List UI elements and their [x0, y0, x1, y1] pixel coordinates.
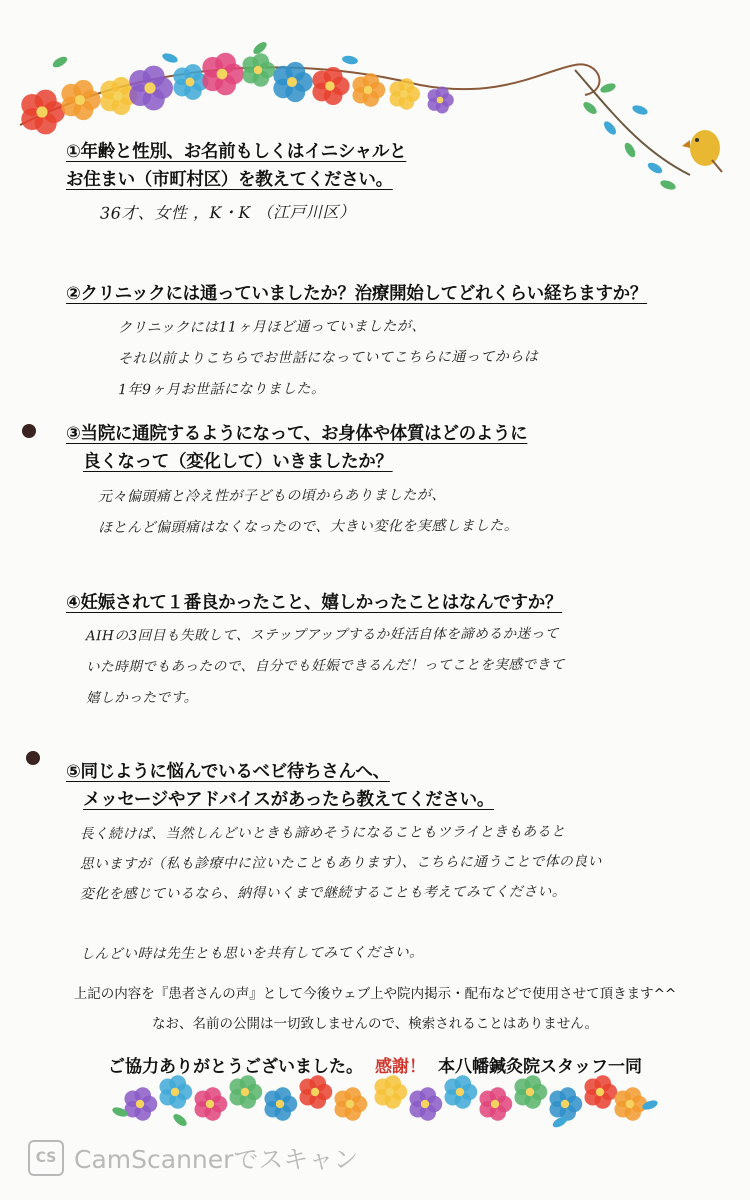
answer-1-line-1: 36才、女性 ，K・K （江戸川区）: [99, 202, 356, 223]
question-2-line-1: ②クリニックには通っていましたか？治療開始してどれくらい経ちますか？: [66, 284, 648, 304]
question-3: [66, 420, 527, 476]
leaf-icon: [171, 1112, 188, 1128]
answer-5-line-2: 思いますが（私も診療中に泣いたこともあります）、こちらに通うことで体の良い: [79, 853, 602, 873]
camscanner-watermark: [28, 1140, 358, 1176]
flower-icon: [584, 1075, 617, 1109]
camscanner-logo-icon: CS: [28, 1140, 64, 1176]
flower-icon: [194, 1087, 227, 1121]
usage-notice-line-1: 上記の内容を『患者さんの声』として今後ウェブ上や院内掲示・配布などで使用させて頂きます^^: [73, 986, 677, 1002]
question-4-line-1: ④妊娠されて１番良かったこと、嬉しかったことはなんですか？: [66, 593, 563, 613]
question-5: [66, 758, 494, 814]
answer-5: [80, 817, 603, 970]
question-1: [66, 138, 406, 194]
question-1-line-2: お住まい（市町村区）を教えてください。: [66, 170, 393, 190]
question-1-line-1: ①年齢と性別、お名前もしくはイニシャルと: [66, 142, 407, 162]
flower-icon: [444, 1075, 477, 1109]
staff-signature: 本八幡鍼灸院スタッフ一同: [438, 1057, 642, 1077]
flower-icon: [229, 1075, 262, 1109]
camscanner-text: CamScannerでスキャン: [74, 1145, 359, 1174]
flower-icon: [159, 1075, 192, 1109]
answer-2-line-2: それ以前よりこちらでお世話になっていてこちらに通ってからは: [117, 348, 539, 368]
question-5-line-1: ⑤同じように悩んでいるベビ待ちさんへ、: [66, 762, 390, 782]
flower-icon: [409, 1087, 442, 1121]
flower-icon: [264, 1087, 297, 1121]
answer-3-line-2: ほとんど偏頭痛はなくなったので、大きい変化を実感しました。: [98, 517, 519, 537]
answer-4-line-3: 嬉しかったです。: [86, 689, 198, 707]
flower-icon: [124, 1087, 157, 1121]
flower-icon: [334, 1087, 367, 1121]
answer-1: [100, 196, 356, 228]
question-2: [66, 280, 647, 308]
question-3-line-1: ③当院に通院するようになって、お身体や体質はどのように: [66, 424, 528, 444]
usage-notice-line-2: なお、名前の公開は一切致しませんので、検索されることはありません。: [151, 1016, 599, 1032]
answer-5-line-4: [80, 907, 602, 940]
answer-2-line-1: クリニックには11ヶ月ほど通っていましたが、: [117, 318, 426, 337]
usage-notice: [0, 982, 750, 1036]
bullet-dot: [26, 751, 40, 765]
answer-4: [86, 619, 565, 715]
answer-5-line-5: しんどい時は先生とも思いを共有してみてください。: [80, 944, 424, 963]
flower-icon: [614, 1087, 647, 1121]
flower-icon: [549, 1087, 582, 1121]
answer-4-line-1: AIHの3回目も失敗して、ステップアップするか妊活自体を諦めるか迷って: [85, 625, 559, 645]
answer-5-line-3: 変化を感じているなら、納得いくまで継続することも考えてみてください。: [79, 883, 567, 903]
answer-2-line-3: 1年9ヶ月お世話になりました。: [118, 381, 326, 399]
flower-icon: [374, 1075, 407, 1109]
thanks-line: [0, 1052, 750, 1077]
answer-2: [118, 311, 539, 406]
question-5-line-2: メッセージやアドバイスがあったら教えてください。: [83, 790, 495, 810]
flower-icon: [514, 1075, 547, 1109]
thanks-message: ご協力ありがとうございました。: [108, 1057, 363, 1077]
answer-3-line-1: 元々偏頭痛と冷え性が子どもの頃からありましたが、: [97, 487, 446, 506]
flower-icon: [479, 1087, 512, 1121]
answer-4-line-2: いた時期でもあったので、自分でも妊娠できるんだ！ってことを実感できて: [85, 656, 565, 676]
question-4: [66, 589, 562, 617]
answer-5-line-1: 長く続けば、当然しんどいときも諦めそうになることもツライときもあると: [79, 823, 566, 843]
flower-icon: [299, 1075, 332, 1109]
bullet-dot: [22, 424, 36, 438]
thanks-emphasis: 感謝！: [375, 1057, 426, 1077]
answer-3: [98, 480, 519, 544]
question-3-line-2: 良くなって（変化して）いきましたか？: [83, 452, 393, 472]
